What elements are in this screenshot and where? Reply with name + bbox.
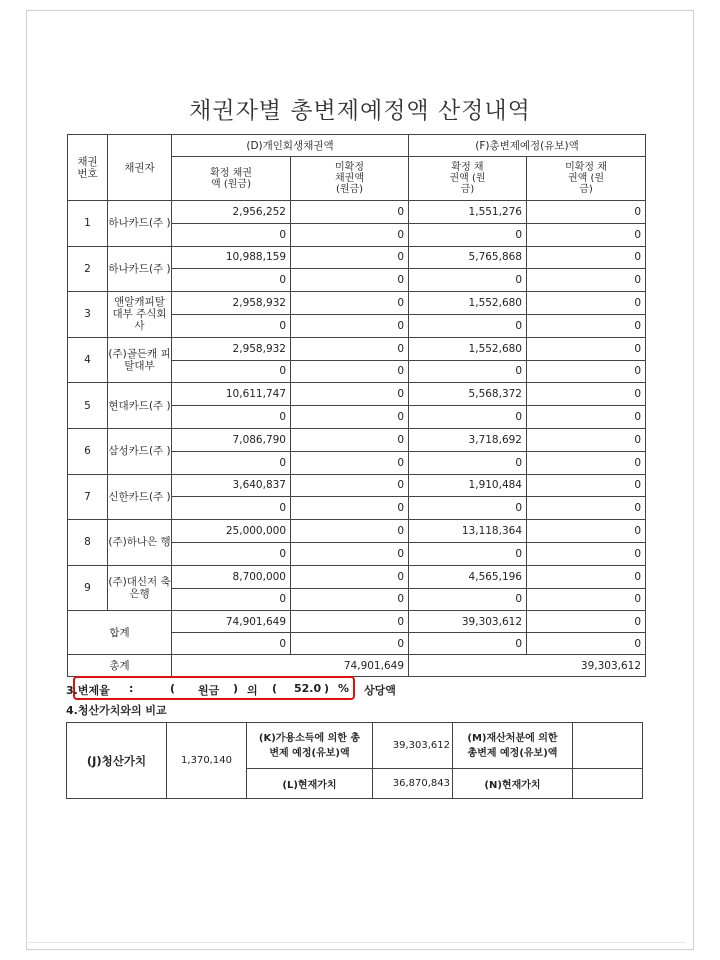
header-d-unconfirmed: 미확정 채권액 (원금) [291, 157, 409, 201]
d-confirmed: 8,700,000 [172, 565, 291, 588]
liquidation-comparison-table [66, 722, 643, 799]
d-confirmed: 2,958,932 [172, 292, 291, 315]
total-d: 74,901,649 [172, 655, 409, 677]
page-title: 채권자별 총변제예정액 산정내역 [189, 98, 531, 124]
f-confirmed-2: 0 [409, 223, 527, 246]
sum-d-confirmed: 74,901,649 [172, 611, 291, 633]
d-confirmed-2: 0 [172, 406, 291, 429]
d-unconfirmed-2: 0 [291, 314, 409, 337]
d-confirmed-2: 0 [172, 223, 291, 246]
d-confirmed-2: 0 [172, 269, 291, 292]
table-row [68, 337, 646, 360]
f-confirmed-2: 0 [409, 406, 527, 429]
creditor-name: (주)대신저 축은행 [108, 565, 172, 611]
d-confirmed: 3,640,837 [172, 474, 291, 497]
creditor-no: 4 [68, 337, 108, 383]
d-unconfirmed-2: 0 [291, 497, 409, 520]
creditor-name: 삼성카드(주 ) [108, 428, 172, 474]
header-group-f: (F)총변제예정(유보)액 [409, 135, 646, 157]
creditor-no: 7 [68, 474, 108, 520]
f-unconfirmed: 0 [527, 428, 646, 451]
d-confirmed-2: 0 [172, 588, 291, 611]
section-3-basis: 원금 [198, 684, 220, 697]
d-unconfirmed-2: 0 [291, 588, 409, 611]
present-value-n-label: (N)현재가치 [453, 769, 573, 799]
f-unconfirmed-2: 0 [527, 223, 646, 246]
d-confirmed: 2,958,932 [172, 337, 291, 360]
d-unconfirmed-2: 0 [291, 223, 409, 246]
d-unconfirmed: 0 [291, 520, 409, 543]
f-unconfirmed: 0 [527, 383, 646, 406]
f-unconfirmed-2: 0 [527, 314, 646, 337]
section-3-of: 의 [247, 684, 258, 697]
d-unconfirmed-2: 0 [291, 360, 409, 383]
page-bottom-edge [26, 942, 686, 943]
present-value-l-label: (L)현재가치 [247, 769, 373, 799]
creditor-no: 2 [68, 246, 108, 292]
creditor-no: 1 [68, 201, 108, 247]
table-row [68, 565, 646, 588]
creditor-no: 6 [68, 428, 108, 474]
sum-d-unconfirmed-2: 0 [291, 633, 409, 655]
header-d-confirmed: 확정 채권액 (원금) [172, 157, 291, 201]
f-confirmed: 4,565,196 [409, 565, 527, 588]
section-3-close-paren: ) [233, 682, 239, 695]
f-unconfirmed-2: 0 [527, 542, 646, 565]
sum-label: 합계 [68, 611, 172, 655]
available-income-value: 39,303,612 [373, 723, 453, 769]
d-unconfirmed: 0 [291, 292, 409, 315]
d-confirmed: 2,956,252 [172, 201, 291, 224]
present-value-n [573, 769, 643, 799]
f-confirmed: 13,118,364 [409, 520, 527, 543]
f-unconfirmed: 0 [527, 337, 646, 360]
d-confirmed-2: 0 [172, 314, 291, 337]
section-3-open-paren: ( [170, 682, 176, 695]
creditor-name: (주)골든캐 피탈대부 [108, 337, 172, 383]
available-income-label: (K)가용소득에 의한 총변제 예정(유보)액 [247, 723, 373, 769]
total-f: 39,303,612 [409, 655, 646, 677]
creditor-name: (주)하나은 행 [108, 520, 172, 566]
creditor-no: 3 [68, 292, 108, 338]
header-creditor: 채권자 [108, 135, 172, 201]
table-row [68, 246, 646, 269]
d-confirmed-2: 0 [172, 451, 291, 474]
section-3-colon: : [129, 682, 134, 695]
f-unconfirmed: 0 [527, 520, 646, 543]
sum-d-unconfirmed: 0 [291, 611, 409, 633]
total-label: 총계 [68, 655, 172, 677]
asset-disposal-value [573, 723, 643, 769]
f-unconfirmed-2: 0 [527, 360, 646, 383]
creditor-name: 신한카드(주 ) [108, 474, 172, 520]
section-3-rate: 52.0 [294, 682, 322, 695]
creditor-no: 5 [68, 383, 108, 429]
sum-d-confirmed-2: 0 [172, 633, 291, 655]
f-confirmed: 1,551,276 [409, 201, 527, 224]
sum-f-confirmed-2: 0 [409, 633, 527, 655]
f-confirmed-2: 0 [409, 497, 527, 520]
d-confirmed-2: 0 [172, 542, 291, 565]
header-group-d: (D)개인회생채권액 [172, 135, 409, 157]
f-confirmed: 1,552,680 [409, 292, 527, 315]
f-confirmed-2: 0 [409, 314, 527, 337]
creditor-name: 하나카드(주 ) [108, 201, 172, 247]
d-unconfirmed: 0 [291, 337, 409, 360]
d-confirmed: 25,000,000 [172, 520, 291, 543]
liquidation-value: 1,370,140 [167, 723, 247, 799]
f-unconfirmed-2: 0 [527, 406, 646, 429]
header-f-confirmed: 확정 채권액 (원금) [409, 157, 527, 201]
f-unconfirmed: 0 [527, 474, 646, 497]
d-confirmed: 7,086,790 [172, 428, 291, 451]
asset-disposal-label: (M)재산처분에 의한 총변제 예정(유보)액 [453, 723, 573, 769]
f-confirmed: 3,718,692 [409, 428, 527, 451]
f-confirmed: 1,910,484 [409, 474, 527, 497]
creditor-name: 앤알캐피탈 대부 주식회사 [108, 292, 172, 338]
present-value-l: 36,870,843 [373, 769, 453, 799]
d-unconfirmed-2: 0 [291, 269, 409, 292]
d-confirmed: 10,611,747 [172, 383, 291, 406]
section-3-open-paren-2: ( [272, 682, 278, 695]
sum-f-unconfirmed-2: 0 [527, 633, 646, 655]
f-unconfirmed-2: 0 [527, 588, 646, 611]
table-row [68, 383, 646, 406]
f-confirmed: 1,552,680 [409, 337, 527, 360]
section-4-label: 4.청산가치와의 비교 [66, 704, 167, 717]
f-confirmed-2: 0 [409, 269, 527, 292]
sum-f-confirmed: 39,303,612 [409, 611, 527, 633]
header-no: 채권 번호 [68, 135, 108, 201]
f-unconfirmed: 0 [527, 201, 646, 224]
table-row [68, 292, 646, 315]
d-unconfirmed-2: 0 [291, 451, 409, 474]
f-unconfirmed-2: 0 [527, 269, 646, 292]
table-row [68, 474, 646, 497]
d-confirmed-2: 0 [172, 497, 291, 520]
creditor-name: 하나카드(주 ) [108, 246, 172, 292]
d-unconfirmed: 0 [291, 201, 409, 224]
f-unconfirmed: 0 [527, 292, 646, 315]
d-unconfirmed-2: 0 [291, 406, 409, 429]
liquidation-value-label: (J)청산가치 [67, 723, 167, 799]
section-3-label: 3.변제율 [66, 684, 110, 697]
f-unconfirmed-2: 0 [527, 497, 646, 520]
header-f-unconfirmed: 미확정 채권액 (원금) [527, 157, 646, 201]
repayment-table [67, 134, 646, 677]
section-3-close-paren-2: ) [324, 682, 330, 695]
f-unconfirmed-2: 0 [527, 451, 646, 474]
f-confirmed-2: 0 [409, 542, 527, 565]
sum-f-unconfirmed: 0 [527, 611, 646, 633]
section-3-suffix: 상당액 [364, 684, 396, 697]
d-unconfirmed: 0 [291, 428, 409, 451]
f-unconfirmed: 0 [527, 246, 646, 269]
d-confirmed-2: 0 [172, 360, 291, 383]
d-unconfirmed: 0 [291, 565, 409, 588]
table-row [68, 520, 646, 543]
f-unconfirmed: 0 [527, 565, 646, 588]
f-confirmed-2: 0 [409, 360, 527, 383]
f-confirmed: 5,765,868 [409, 246, 527, 269]
d-confirmed: 10,988,159 [172, 246, 291, 269]
f-confirmed: 5,568,372 [409, 383, 527, 406]
d-unconfirmed-2: 0 [291, 542, 409, 565]
creditor-name: 현대카드(주 ) [108, 383, 172, 429]
creditor-no: 9 [68, 565, 108, 611]
d-unconfirmed: 0 [291, 246, 409, 269]
f-confirmed-2: 0 [409, 451, 527, 474]
d-unconfirmed: 0 [291, 383, 409, 406]
table-row [68, 428, 646, 451]
f-confirmed-2: 0 [409, 588, 527, 611]
d-unconfirmed: 0 [291, 474, 409, 497]
creditor-no: 8 [68, 520, 108, 566]
section-3-percent: % [338, 682, 350, 695]
table-row [68, 201, 646, 224]
